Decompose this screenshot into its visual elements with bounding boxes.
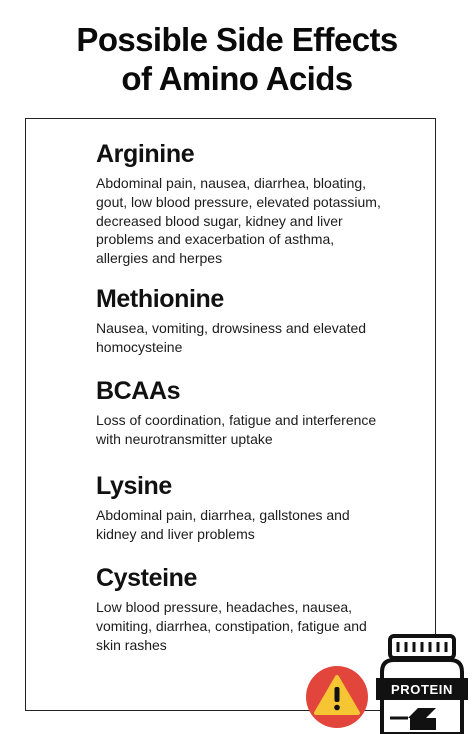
protein-jar-icon xyxy=(370,632,474,734)
amino-acid-name: Lysine xyxy=(96,472,172,500)
side-effects-panel xyxy=(25,118,436,711)
page-title xyxy=(0,20,474,98)
side-effects-text: Low blood pressure, headaches, nausea, vomiting, diarrhea, constipation, fatigue and skin rashes xyxy=(96,599,367,653)
title-line-2: of Amino Acids xyxy=(121,60,353,97)
jar-label: PROTEIN xyxy=(391,682,453,697)
amino-acid-name: Cysteine xyxy=(96,564,198,592)
amino-acid-name: Arginine xyxy=(96,140,195,168)
amino-acid-item-lysine xyxy=(96,471,386,544)
title-line-1: Possible Side Effects xyxy=(76,21,398,58)
side-effects-text: Loss of coordination, fatigue and interference with neurotransmitter uptake xyxy=(96,412,377,447)
side-effects-text: Abdominal pain, diarrhea, gallstones and kidney and liver problems xyxy=(96,507,350,542)
amino-acid-item-arginine xyxy=(96,139,386,268)
amino-acid-name: Methionine xyxy=(96,285,224,313)
amino-acid-item-methionine xyxy=(96,284,386,357)
amino-acid-item-bcaas xyxy=(96,376,386,449)
amino-acid-item-cysteine xyxy=(96,563,386,654)
amino-acid-name: BCAAs xyxy=(96,377,181,405)
side-effects-text: Abdominal pain, nausea, diarrhea, bloating, gout, low blood pressure, elevated potassium, decreased blood sugar, kidney and liver problems and exacerbation of asthma, allergies and herpes xyxy=(96,175,381,267)
side-effects-text: Nausea, vomiting, drowsiness and elevated homocysteine xyxy=(96,320,367,355)
warning-icon xyxy=(304,664,370,730)
